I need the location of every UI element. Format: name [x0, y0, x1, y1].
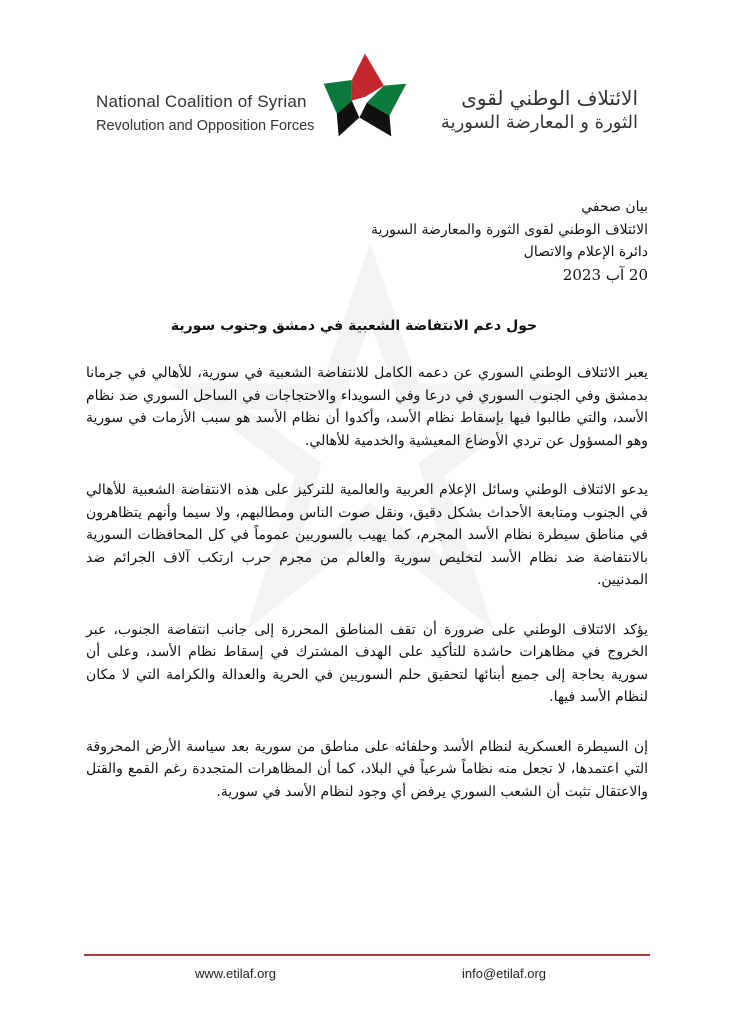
body-paragraph-2: يدعو الائتلاف الوطني وسائل الإعلام العربية والعالمية للتركيز على هذه الانتفاضة الشعبية للأهالي في الجنوب ومتابعة الأحداث بشكل دقيق، ونقل صوت الناس ومطالبهم، ولا سيما وأنهم يتظاهرون في مناطق سيطرة نظام الأسد المجرم، كما يهيب بالسوريين عموماً في كل المحافظات السورية بالانتفاضة ضد نظام الأسد لتخليص سورية والعالم من مجرم حرب ارتكب آلاف الجرائم ضد المدنيين. — [86, 482, 648, 588]
statement-title: حول دعم الانتفاضة الشعبية في دمشق وجنوب سورية — [170, 318, 538, 334]
footer-divider — [84, 954, 650, 956]
footer-website-link[interactable]: www.etilaf.org — [195, 966, 276, 981]
footer-email-link[interactable]: info@etilaf.org — [462, 966, 547, 981]
org-name-arabic — [441, 86, 638, 133]
coalition-star-logo — [318, 48, 412, 142]
org-name-ar-line2: الثورة و المعارضة السورية — [440, 112, 638, 133]
body-paragraph-1: يعبر الائتلاف الوطني السوري عن دعمه الكامل للانتفاضة الشعبية في سورية، للأهالي في جرمانا بدمشق وفي الجنوب السوري في درعا وفي السويداء والاحتجاجات في الساحل السوري ضد نظام الأسد، والتي طالبوا فيها بإسقاط نظام الأسد، وأكدوا أن نظام الأسد هو سبب الأزمات في سورية وهو المسؤول عن تردي الأوضاع المعيشية والخدمية للأهالي. — [86, 365, 648, 449]
statement-type: بيان صحفي — [581, 199, 648, 215]
statement-issuer: الائتلاف الوطني لقوى الثورة والمعارضة السورية — [370, 221, 648, 238]
statement-department: دائرة الإعلام والاتصال — [523, 244, 648, 260]
statement-meta — [371, 196, 648, 286]
statement-date: 20 آب 2023 — [562, 265, 648, 284]
org-name-english — [96, 92, 314, 134]
body-paragraph-4: إن السيطرة العسكرية لنظام الأسد وحلفائه على مناطق من سورية بعد سياسة الأرض المحروقة التي اعتمدها، لا تجعل منه نظاماً شرعياً في البلاد، كما أن المظاهرات المتجددة رغم القمع والقتل والاعتقال تثبت أن الشعب السوري يرفض أي وجود لنظام الأسد في سورية. — [86, 738, 648, 800]
statement-body — [86, 362, 648, 830]
org-name-en-line1: National Coalition of Syrian — [96, 92, 307, 111]
org-name-en-line2: Revolution and Opposition Forces — [96, 118, 315, 134]
letterhead — [0, 0, 734, 150]
body-paragraph-3: يؤكد الائتلاف الوطني على ضرورة أن تقف المناطق المحررة إلى جانب انتفاضة الجنوب، عبر الخروج في مظاهرات حاشدة للتأكيد على الهدف المشترك في إسقاط نظام الأسد، وعلى أن سورية بحاجة إلى جميع أبنائها لتحقيق حلم السوريين في الحرية والعدالة والكرامة التي لا مكان لنظام الأسد فيها. — [86, 621, 648, 705]
org-name-ar-line1: الائتلاف الوطني لقوى — [461, 86, 638, 110]
